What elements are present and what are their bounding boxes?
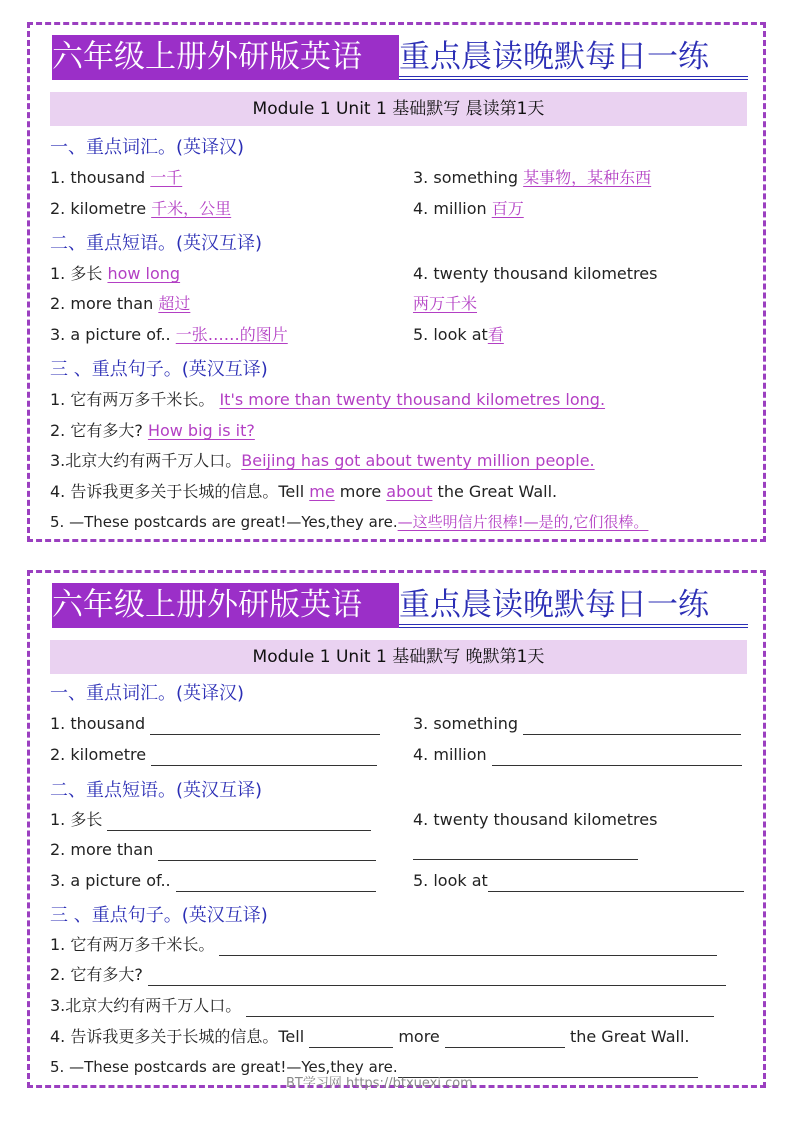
question-text: 1. thousand xyxy=(50,168,151,187)
section-sentences-heading: 三 、重点句子。(英汉互译) xyxy=(50,359,268,380)
title-banner xyxy=(52,35,748,80)
phrase-item-2 xyxy=(50,293,190,315)
question-text: 5. —These postcards are great!—Yes,they are. xyxy=(50,513,398,531)
section-phrases-heading: 二、重点短语。(英汉互译) xyxy=(50,780,263,801)
answer-text: 看 xyxy=(487,325,504,344)
answer-text: 千米，公里 xyxy=(151,199,232,218)
question-text: 3. something xyxy=(413,714,524,733)
sentence-item-4 xyxy=(50,481,557,503)
answer-text: 一张……的图片 xyxy=(175,325,288,344)
answer-text: me xyxy=(309,482,335,501)
question-text: 4. 告诉我更多关于长城的信息。Tell xyxy=(50,482,310,501)
answer-text: 某事物，某种东西 xyxy=(523,168,652,187)
question-text: the Great Wall. xyxy=(564,1027,690,1046)
answer-blank[interactable] xyxy=(219,939,717,956)
subtitle-bar: Module 1 Unit 1 基础默写 晚默第1天 xyxy=(50,640,747,674)
question-text: 3.北京大约有两千万人口。 xyxy=(50,996,247,1015)
answer-blank[interactable] xyxy=(445,1031,565,1048)
answer-text: How big is it? xyxy=(147,421,255,440)
section-vocabulary-heading: 一、重点词汇。(英译汉) xyxy=(50,683,245,704)
title-left: 六年级上册外研版英语 xyxy=(52,583,399,628)
sentence-item-3 xyxy=(50,450,595,472)
answer-blank[interactable] xyxy=(158,844,376,861)
phrase-item-5 xyxy=(413,324,504,346)
answer-blank[interactable] xyxy=(151,749,377,766)
question-text: 1. 它有两万多千米长。 xyxy=(50,935,220,954)
question-text: 5. look at xyxy=(413,325,488,344)
answer-blank[interactable] xyxy=(176,875,376,892)
watermark: BT学习网 https://btxuexi.com xyxy=(286,1076,473,1091)
title-right: 重点晨读晚默每日一练 xyxy=(399,35,748,80)
vocab-item-1 xyxy=(50,713,380,735)
answer-blank[interactable] xyxy=(107,814,371,831)
question-text: 1. 多长 xyxy=(50,810,108,829)
section-sentences-heading: 三 、重点句子。(英汉互译) xyxy=(50,905,268,926)
answer-blank[interactable] xyxy=(150,718,380,735)
worksheet-card-evening xyxy=(27,570,766,1088)
sentence-item-1 xyxy=(50,389,605,411)
question-text: 3. something xyxy=(413,168,524,187)
answer-blank[interactable] xyxy=(246,1000,714,1017)
sentence-item-2 xyxy=(50,964,726,986)
worksheet-card-morning xyxy=(27,22,766,542)
answer-blank[interactable] xyxy=(492,749,742,766)
question-text: 5. —These postcards are great!—Yes,they are. xyxy=(50,1058,398,1076)
question-text: 4. million xyxy=(413,745,492,764)
answer-text: 一千 xyxy=(150,168,183,187)
question-text: 4. 告诉我更多关于长城的信息。Tell xyxy=(50,1027,310,1046)
section-vocabulary-heading: 一、重点词汇。(英译汉) xyxy=(50,137,245,158)
phrase-item-4: 4. twenty thousand kilometres xyxy=(413,810,658,829)
question-text: 3. a picture of.. xyxy=(50,325,176,344)
question-text: 5. look at xyxy=(413,871,488,890)
question-text: more xyxy=(334,482,387,501)
vocab-item-2 xyxy=(50,744,377,766)
vocab-item-2 xyxy=(50,198,231,220)
answer-text: how long xyxy=(107,264,181,283)
answer-text: Beijing has got about twenty million people. xyxy=(241,451,595,470)
vocab-item-4 xyxy=(413,198,524,220)
phrase-item-1 xyxy=(50,809,371,831)
phrase-item-3 xyxy=(50,870,376,892)
question-text: 1. 多长 xyxy=(50,264,108,283)
question-text: 2. kilometre xyxy=(50,745,152,764)
phrase-item-4-answer: 两万千米 xyxy=(413,294,478,313)
vocab-item-4 xyxy=(413,744,742,766)
question-text: 3. a picture of.. xyxy=(50,871,176,890)
answer-blank[interactable] xyxy=(309,1031,393,1048)
sentence-item-4 xyxy=(50,1026,690,1048)
phrase-item-1 xyxy=(50,263,180,285)
title-left: 六年级上册外研版英语 xyxy=(52,35,399,80)
answer-text: about xyxy=(386,482,433,501)
title-right: 重点晨读晚默每日一练 xyxy=(399,583,748,628)
phrase-item-5 xyxy=(413,870,744,892)
question-text: 1. 它有两万多千米长。 xyxy=(50,390,220,409)
answer-text: 百万 xyxy=(491,199,524,218)
question-text: 4. million xyxy=(413,199,492,218)
sentence-item-2 xyxy=(50,420,255,442)
question-text: 2. more than xyxy=(50,840,159,859)
answer-text: It's more than twenty thousand kilometres long. xyxy=(219,390,606,409)
sentence-item-1 xyxy=(50,934,717,956)
question-text: 2. more than xyxy=(50,294,159,313)
answer-blank[interactable] xyxy=(488,875,744,892)
vocab-item-3 xyxy=(413,713,741,735)
question-text: more xyxy=(393,1027,445,1046)
vocab-item-1 xyxy=(50,167,182,189)
question-text: 2. kilometre xyxy=(50,199,152,218)
question-text: 2. 它有多大? xyxy=(50,965,148,984)
answer-text: 超过 xyxy=(158,294,191,313)
section-phrases-heading: 二、重点短语。(英汉互译) xyxy=(50,233,263,254)
question-text: 2. 它有多大? xyxy=(50,421,148,440)
sentence-item-3 xyxy=(50,995,714,1017)
subtitle-bar: Module 1 Unit 1 基础默写 晨读第1天 xyxy=(50,92,747,126)
phrase-item-3 xyxy=(50,324,288,346)
question-text: the Great Wall. xyxy=(432,482,558,501)
vocab-item-3 xyxy=(413,167,651,189)
sentence-item-5 xyxy=(50,511,648,533)
question-text: 1. thousand xyxy=(50,714,151,733)
title-banner xyxy=(52,583,748,628)
phrase-item-2 xyxy=(50,839,376,861)
answer-blank[interactable] xyxy=(148,969,726,986)
phrase-item-4-blank[interactable] xyxy=(413,843,638,860)
answer-blank[interactable] xyxy=(523,718,741,735)
phrase-item-4: 4. twenty thousand kilometres xyxy=(413,264,658,283)
question-text: 3.北京大约有两千万人口。 xyxy=(50,451,242,470)
answer-text: —这些明信片很棒!—是的,它们很棒。 xyxy=(397,513,649,531)
